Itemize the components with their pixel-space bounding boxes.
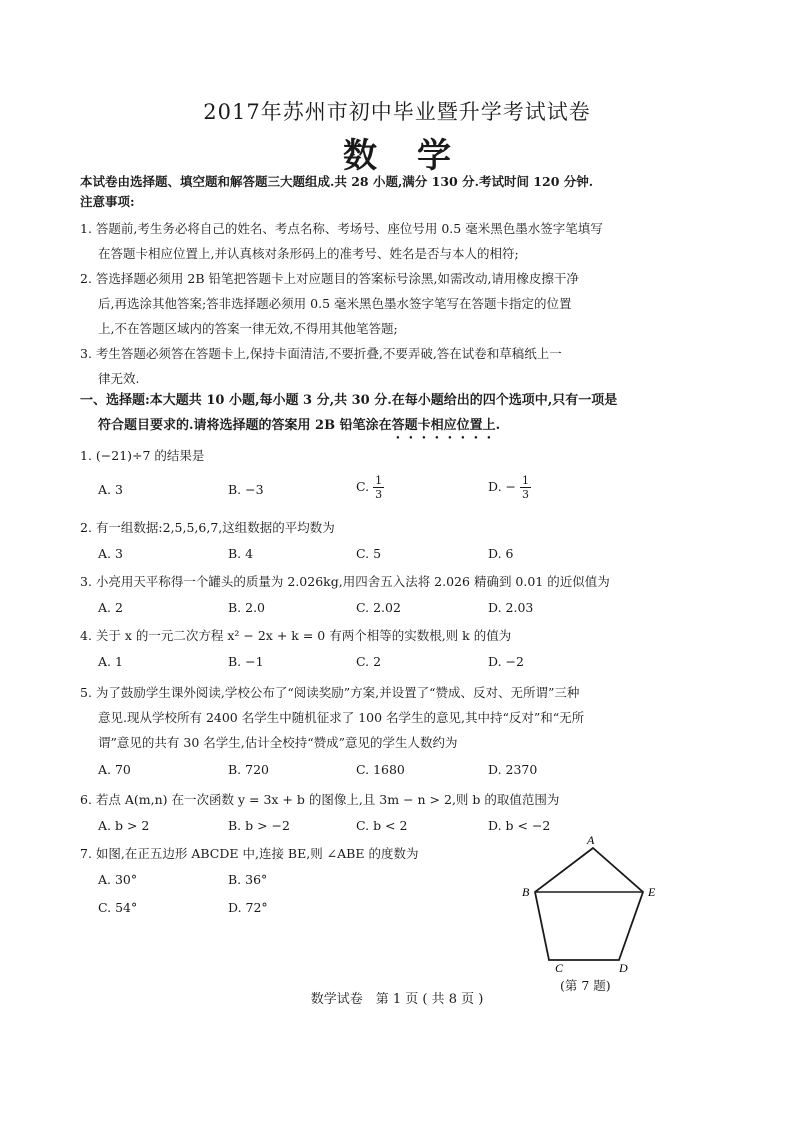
option-c: C. b < 2 <box>356 818 408 833</box>
question-4-options <box>98 654 678 674</box>
option-label: D. − <box>488 479 516 494</box>
option-c: C. 2.02 <box>356 600 401 615</box>
vertex-label-b: B <box>522 885 530 899</box>
question-3-options <box>98 600 678 620</box>
fraction <box>520 474 531 501</box>
option-c: C. 2 <box>356 654 382 669</box>
option-b: B. 36° <box>228 872 268 887</box>
question-5-stem <box>80 680 720 755</box>
exam-title: 2017年苏州市初中毕业暨升学考试试卷 <box>203 100 591 124</box>
page-footer: 数学试卷 第 1 页 ( 共 8 页 ) <box>310 992 484 1007</box>
notes-title: 注意事项: <box>80 194 135 209</box>
option-d: D. −2 <box>488 654 524 669</box>
figure-caption: (第 7 题) <box>560 978 611 993</box>
option-b: B. 2.0 <box>228 600 266 615</box>
question-7-stem: 7. 如图,在正五边形 ABCDE 中,连接 BE,则 ∠ABE 的度数为 <box>80 846 419 861</box>
note-item-2 <box>80 266 720 341</box>
option-d: D. 72° <box>228 900 268 915</box>
vertex-label-c: C <box>555 961 564 972</box>
option-a: A. b > 2 <box>98 818 150 833</box>
option-d: D. 2.03 <box>488 600 534 615</box>
denominator: 3 <box>522 488 529 501</box>
option-a: A. 2 <box>98 600 123 615</box>
denominator: 3 <box>375 488 383 501</box>
section-line-2 <box>80 413 720 442</box>
option-d: D. 2370 <box>488 762 538 777</box>
option-c: C. 54° <box>98 900 138 915</box>
question-2-options <box>98 546 678 566</box>
exam-intro: 本试卷由选择题、填空题和解答题三大题组成.共 28 小题,满分 130 分.考试时间 120 分钟. <box>80 174 594 189</box>
option-b: B. −1 <box>228 654 264 669</box>
subject-heading: 数学 <box>343 136 491 176</box>
emphasized-text: 答题卡相应位置上 <box>391 418 496 433</box>
stem-line: 意见.现从学校所有 2400 名学生中随机征求了 100 名学生的意见,其中持“反对”和“无所 <box>98 710 585 725</box>
vertex-label-a: A <box>587 833 595 847</box>
option-a: A. 30° <box>98 872 138 887</box>
note-line: 1. 答题前,考生务必将自己的姓名、考点名称、考场号、座位号用 0.5 毫米黑色墨水签字笔填写 <box>80 221 603 236</box>
option-b: B. b > −2 <box>228 818 290 833</box>
option-a: A. 70 <box>98 762 131 777</box>
section-text: . <box>495 418 501 433</box>
section-text: 符合题目要求的.请将选择题的答案用 2B 铅笔涂在 <box>98 418 392 433</box>
stem-line: 谓”意见的共有 30 名学生,估计全校持“赞成”意见的学生人数约为 <box>98 735 458 750</box>
fraction <box>373 474 384 501</box>
option-b: B. −3 <box>228 482 264 497</box>
option-d: D. 6 <box>488 546 514 561</box>
option-a: A. 3 <box>98 482 123 497</box>
option-d: D. b < −2 <box>488 818 551 833</box>
option-b: B. 720 <box>228 762 269 777</box>
note-line: 2. 答选择题必须用 2B 铅笔把答题卡上对应题目的答案标号涂黑,如需改动,请用橡皮擦干净 <box>80 271 579 286</box>
stem-line: 5. 为了鼓励学生课外阅读,学校公布了“阅读奖励”方案,并设置了“赞成、反对、无所谓”三种 <box>80 685 580 700</box>
option-b: B. 4 <box>228 546 254 561</box>
question-2-stem: 2. 有一组数据:2,5,5,6,7,这组数据的平均数为 <box>80 520 335 535</box>
option-c <box>356 474 384 501</box>
option-c: C. 1680 <box>356 762 405 777</box>
section-line: 一、选择题:本大题共 10 小题,每小题 3 分,共 30 分.在每小题给出的四个选项中,只有一项是 <box>80 393 618 408</box>
question-5-options <box>98 762 678 782</box>
note-line: 上,不在答题区域内的答案一律无效,不得用其他笔答题; <box>98 321 398 336</box>
option-a: A. 1 <box>98 654 123 669</box>
section-heading <box>80 388 720 442</box>
note-line: 律无效. <box>98 371 140 386</box>
note-item-1 <box>80 216 720 266</box>
option-label: C. <box>356 479 370 494</box>
question-1-options <box>98 474 678 502</box>
question-3-stem: 3. 小亮用天平称得一个罐头的质量为 2.026kg,用四舍五入法将 2.026 精确到 0.01 的近似值为 <box>80 574 610 589</box>
question-1-stem: 1. (−21)÷7 的结果是 <box>80 448 205 463</box>
pentagon-figure <box>515 832 675 972</box>
question-4-stem: 4. 关于 x 的一元二次方程 x² − 2x + k = 0 有两个相等的实数根,则 k 的值为 <box>80 628 512 643</box>
pentagon-shape <box>535 848 643 960</box>
numerator: 1 <box>375 474 383 487</box>
question-6-stem: 6. 若点 A(m,n) 在一次函数 y = 3x + b 的图像上,且 3m − n > 2,则 b 的取值范围为 <box>80 792 560 807</box>
option-d <box>488 474 531 501</box>
option-a: A. 3 <box>98 546 123 561</box>
numerator: 1 <box>522 474 529 487</box>
note-line: 在答题卡相应位置上,并认真核对条形码上的准考号、姓名是否与本人的相符; <box>98 246 519 261</box>
vertex-label-d: D <box>619 961 628 972</box>
vertex-label-e: E <box>648 885 656 899</box>
note-line: 后,再选涂其他答案;答非选择题必须用 0.5 毫米黑色墨水签字笔写在答题卡指定的位置 <box>98 296 572 311</box>
option-c: C. 5 <box>356 546 382 561</box>
note-line: 3. 考生答题必须答在答题卡上,保持卡面清洁,不要折叠,不要弄破,答在试卷和草稿纸上一 <box>80 346 562 361</box>
note-item-3 <box>80 341 720 391</box>
